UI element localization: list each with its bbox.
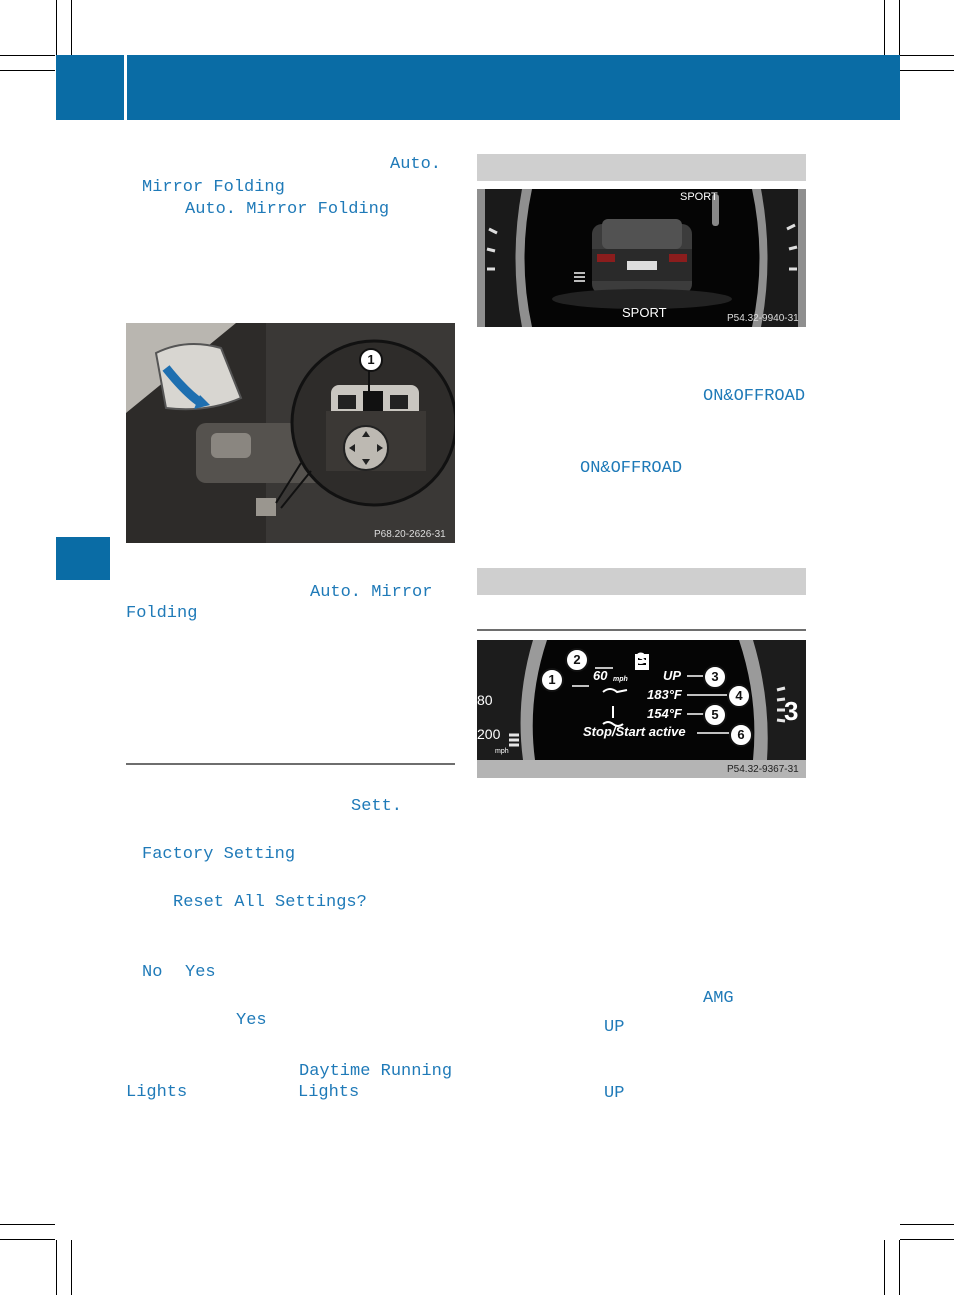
chapter-side-tab [56, 537, 110, 580]
callout-4: 4 [727, 684, 751, 708]
callout-1: 1 [359, 348, 383, 372]
figure-code: P54.32-9367-31 [727, 764, 799, 775]
gauge-label-80: 80 [477, 692, 493, 708]
callout-2: 2 [565, 648, 589, 672]
header-divider [124, 55, 127, 120]
callout-3: 3 [703, 665, 727, 689]
mirror-switch-figure [126, 323, 455, 543]
section-rule-left [126, 763, 455, 765]
crop-mark [899, 1240, 900, 1295]
sport-display-figure [477, 189, 806, 327]
term-auto: Auto. [390, 155, 442, 174]
callout-5: 5 [703, 703, 727, 727]
right-gear-indicator: 3 [784, 696, 799, 726]
crop-mark [0, 1239, 55, 1240]
crop-mark [900, 1239, 954, 1240]
figure-code: P54.32-9940-31 [727, 313, 799, 324]
section-rule-right [477, 629, 806, 631]
term-lights: Lights [298, 1083, 360, 1102]
crop-mark [56, 1240, 57, 1295]
gauge-label-200: 200 [477, 726, 501, 742]
term-yes: Yes [236, 1011, 267, 1030]
crop-mark [71, 0, 72, 55]
term-on-offroad: ON&OFFROAD [703, 387, 806, 406]
stop-start-status: Stop/Start active [583, 724, 686, 739]
crop-mark [71, 1240, 72, 1295]
crop-mark [0, 1224, 55, 1225]
term-mirror-folding: Mirror Folding [142, 178, 285, 197]
term-reset-all-settings: Reset All Settings? [173, 893, 367, 912]
term-auto-mirror: Auto. Mirror [310, 583, 433, 602]
crop-mark [0, 70, 55, 71]
sport-mode-label: SPORT [622, 305, 667, 320]
crop-mark [0, 55, 55, 56]
figure-code: P68.20-2626-31 [374, 529, 446, 540]
term-lights: Lights [126, 1083, 188, 1102]
crop-mark [900, 70, 954, 71]
crop-mark [884, 0, 885, 55]
crop-mark [900, 1224, 954, 1225]
term-amg: AMG [703, 989, 734, 1008]
callout-1: 1 [540, 668, 564, 692]
term-folding: Folding [126, 604, 198, 623]
crop-mark [900, 55, 954, 56]
section-header-bar [477, 568, 806, 595]
page-header-bar [56, 55, 900, 120]
amg-menu-figure [477, 640, 806, 778]
gear-indicator: 3 [636, 649, 646, 668]
term-yes: Yes [185, 963, 216, 982]
sport-corner-label: SPORT [680, 191, 718, 203]
callout-6: 6 [729, 723, 753, 747]
term-on-offroad: ON&OFFROAD [580, 459, 683, 478]
upshift-indicator: UP [663, 668, 682, 683]
term-daytime-running: Daytime Running [299, 1062, 453, 1081]
speed-unit: mph [613, 676, 628, 683]
crop-mark [899, 0, 900, 55]
term-up: UP [604, 1018, 625, 1037]
section-header-bar [477, 154, 806, 181]
term-factory-setting: Factory Setting [142, 845, 296, 864]
speed-value: 60 [593, 668, 608, 683]
term-sett: Sett. [351, 797, 403, 816]
mirror-switch-illustration [126, 323, 455, 543]
coolant-temperature: 154°F [647, 706, 682, 721]
gauge-unit: mph [495, 748, 509, 755]
term-auto-mirror-folding: Auto. Mirror Folding [185, 200, 390, 219]
crop-mark [884, 1240, 885, 1295]
crop-mark [56, 0, 57, 55]
oil-temperature: 183°F [647, 687, 682, 702]
term-up: UP [604, 1084, 625, 1103]
term-no: No [142, 963, 163, 982]
